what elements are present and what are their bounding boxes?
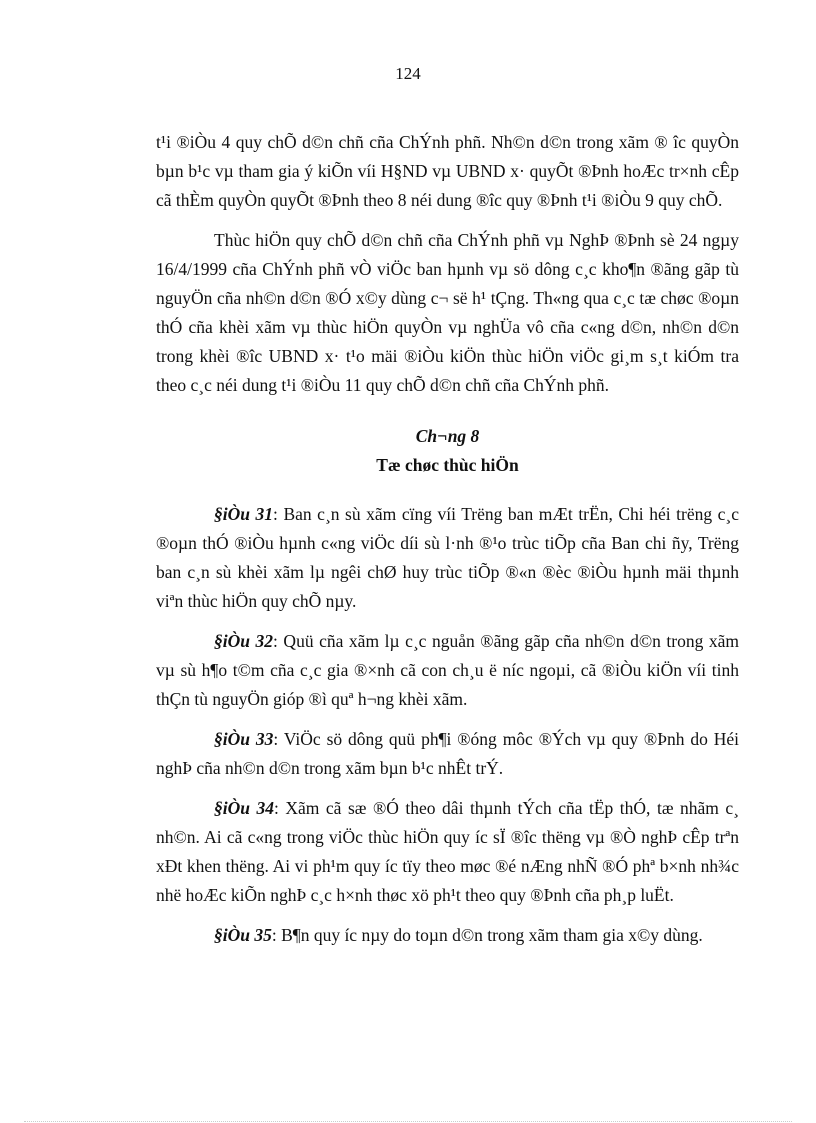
chapter-title: Ch¬ng 8 — [415, 426, 480, 446]
intro-paragraph-2: Thùc hiÖn quy chÕ d©n chñ cña ChÝnh phñ vµ NghÞ ®Þnh sè 24 ngµy 16/4/1999 cña ChÝnh phñ vÒ viÖc ban hµnh vµ sö dông c¸c kho¶n ®ãng gãp tù nguyÖn cña nh©n d©n ®Ó x©y dùng c¬ së h¹ tÇng. Th«ng qua c¸c tæ chøc ®oµn thÓ cña khèi xãm vµ thùc hiÖn quyÒn vµ nghÜa vô cña c«ng d©n, nh©n d©n trong khèi ®îc UBND x· t¹o mäi ®iÒu kiÖn thùc hiÖn viÖc gi¸m s¸t kiÓm tra theo c¸c néi dung t¹i ®iÒu 11 quy chÕ d©n chñ cña ChÝnh phñ. — [156, 230, 739, 395]
article-text: : Xãm cã sæ ®Ó theo dâi thµnh tÝch cña tËp thÓ, tæ nhãm c¸ nh©n. Ai cã c«ng trong viÖc thùc hiÖn quy íc sÏ ®îc thëng vµ ®Ò nghÞ cÊp trªn xÐt khen thëng. Ai vi ph¹m quy íc tïy theo møc ®é nÆng nhÑ ®Ó phª b×nh nh¾c nhë hoÆc kiÕn nghÞ c¸c h×nh thøc xö ph¹t theo quy ®Þnh cña ph¸p luËt. — [156, 798, 739, 905]
article-34 — [156, 794, 739, 910]
article-32 — [156, 627, 739, 714]
chapter-subtitle: Tæ chøc thùc hiÖn — [376, 455, 519, 475]
page-number: 124 — [395, 64, 421, 83]
article-label: §iÒu 35 — [214, 925, 272, 945]
article-text: : ViÖc sö dông quü ph¶i ®óng môc ®Ých vµ quy ®Þnh do Héi nghÞ cña nh©n d©n trong xãm bµn b¹c nhÊt trÝ. — [156, 729, 740, 778]
document-body — [156, 128, 739, 961]
article-label: §iÒu 31 — [214, 504, 274, 524]
article-text: : B¶n quy íc nµy do toµn d©n trong xãm tham gia x©y dùng. — [271, 925, 703, 945]
intro-paragraph-1: t¹i ®iÒu 4 quy chÕ d©n chñ cña ChÝnh phñ. Nh©n d©n trong xãm ® îc quyÒn bµn b¹c vµ tham gia ý kiÕn víi H§ND vµ UBND x· quyÕt ®Þnh hoÆc tr×nh cÊp cã thÈm quyÒn quyÕt ®Þnh theo 8 néi dung ®îc quy ®Þnh t¹i ®iÒu 9 quy chÕ. — [156, 132, 739, 210]
article-label: §iÒu 32 — [214, 631, 274, 651]
article-35 — [156, 921, 739, 950]
article-label: §iÒu 33 — [214, 729, 274, 749]
article-text: : Ban c¸n sù xãm cïng víi Trëng ban mÆt trËn, Chi héi trëng c¸c ®oµn thÓ ®iÒu hµnh c«ng viÖc díi sù l·nh ®¹o trùc tiÕp cña Ban chi ñy, Trëng ban c¸n sù khèi xãm lµ ngêi chØ huy trùc tiÕp ®«n ®èc ®iÒu hµnh mäi thµnh viªn thùc hiÖn quy chÕ nµy. — [156, 504, 739, 611]
article-33 — [156, 725, 739, 783]
article-label: §iÒu 34 — [214, 798, 274, 818]
article-text: : Quü cña xãm lµ c¸c nguån ®ãng gãp cña nh©n d©n trong xãm vµ sù h¶o t©m cña c¸c gia ®×nh cã con ch¸u ë níc ngoµi, cã ®iÒu kiÖn víi tinh thÇn tù nguyÖn gióp ®ì quª h¬ng khèi xãm. — [156, 631, 740, 709]
page-bottom-divider — [24, 1121, 792, 1122]
article-31 — [156, 500, 739, 616]
